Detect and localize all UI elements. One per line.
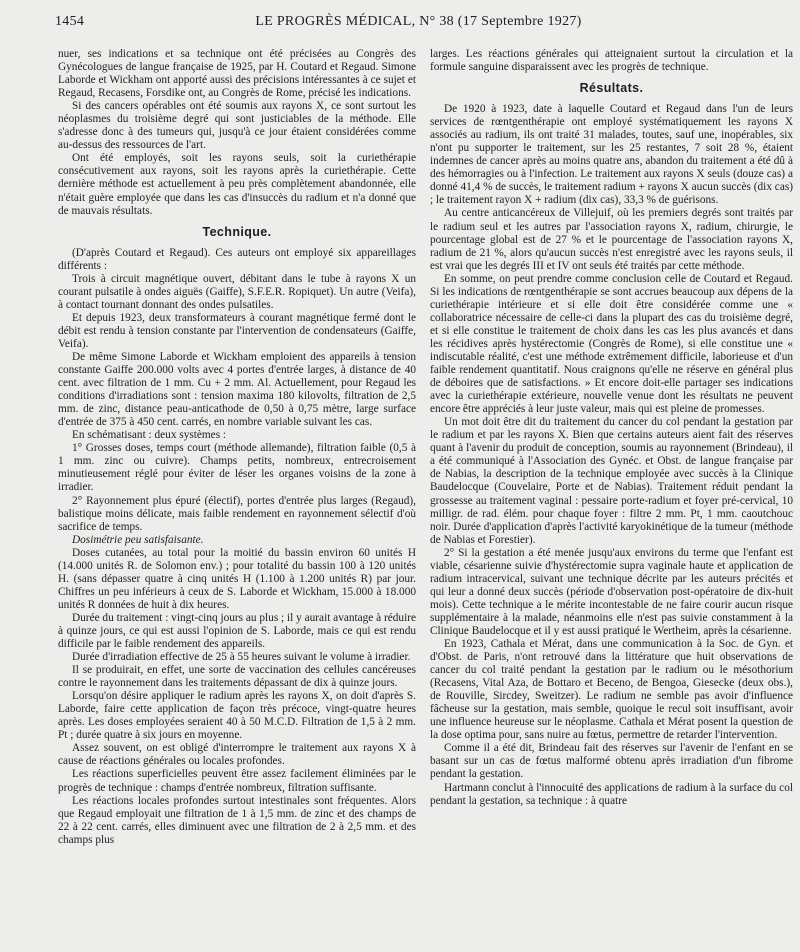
paragraph: Si des cancers opérables ont été soumis aux rayons X, ce sont surtout les néoplasmes du troisième degré qui sont justiciables de la méthode. Elle s'adresse donc à des tumeurs qui, jusqu'à ce jour étaient considérées comme au-dessus des ressources de l'art. (58, 100, 416, 152)
paragraph: Durée du traitement : vingt-cinq jours au plus ; il y aurait avantage à réduire à quinze jours, ce qui est aussi l'opinion de S. Laborde, mais ce qui est rendu difficile par le faible rendement des appareils. (58, 611, 416, 651)
paragraph: larges. Les réactions générales qui atteignaient surtout la circulation et la formule sanguine disparaissent avec les progrès de technique. (430, 48, 793, 74)
paragraph: 1° Grosses doses, temps court (méthode allemande), filtration faible (0,5 à 1 mm. zinc ou cuivre). Champs petits, nombreux, entrecroisement minutieusement réglé pour éviter de léser les organes voisins de la zone à irradier. (58, 442, 416, 494)
paragraph: Trois à circuit magnétique ouvert, débitant dans le tube à rayons X un courant pulsatile à ondes aiguës (Gaiffe), S.F.E.R. Ropiquet). Un autre (Veifa), à contact tournant donnant des ondes pulsatiles. (58, 272, 416, 311)
paragraph: Doses cutanées, au total pour la moitié du bassin environ 60 unités H (14.000 unités R. de Solomon env.) ; pour totalité du bassin 100 à 120 unités H. (sans dépasser quatre à cinq unités H (1.100 à 1.200 unités R) par jour. Chiffres un peu inférieurs à ceux de S. Laborde et Wickham, 15.000 à 18.000 unités R données de huit à dix heures. (58, 546, 416, 611)
paragraph: En 1923, Cathala et Mérat, dans une communication à la Soc. de Gyn. et d'Obst. de Paris, n'ont retrouvé dans la littérature que huit observations de cancer du col traité pendant la gestation par le radium ou le mésothorium (Recasens, Vital Aza, de Bottaro et Beceno, de Bengoa, Giesecke (deux obs.), de Rouville, Sircdey, Sweitzer). Le radium ne semble pas avoir d'influence fâcheuse sur la gestation, mais semble, quoique le recul soit insuffisant, avoir une influence heureuse sur le néoplasme. Cathala et Mérat posent la question de la dose optima pour, sans nuire au fœtus, permettre de retarder l'intervention. (430, 638, 793, 742)
paragraph: nuer, ses indications et sa technique ont été précisées au Congrès des Gynécologues de langue française de 1925, par H. Coutard et Regaud. Simone Laborde et Wickham ont apporté aussi des précisions intéressantes à ce sujet et Regaud, Recasens, Forsdike ont, au Congrès de Rome, précisé les indications. (58, 48, 416, 100)
paragraph: Il se produirait, en effet, une sorte de vaccination des cellules cancéreuses contre le rayonnement dans les traitements dépassant de dix à quinze jours. (58, 664, 416, 690)
paragraph: Hartmann conclut à l'innocuité des applications de radium à la surface du col pendant la gestation, sa technique : à quatre (430, 781, 793, 807)
paragraph: Assez souvent, on est obligé d'interrompre le traitement aux rayons X à cause de réactions générales ou locales profondes. (58, 742, 416, 768)
paragraph: De même Simone Laborde et Wickham emploient des appareils à tension constante Gaiffe 200.000 volts avec 4 portes d'entrée larges, à distance de 40 cent. avec filtration de 1 mm. Cu + 2 mm. Al. Actuellement, pour Regaud les conditions d'irradiations sont : tension maxima 180 kilovolts, filtration de 2,5 mm. de zinc, distance peau-anticathode de 0,50 à 0,75 mètre, large surface d'entrée de 375 à 450 cent. carrés, en nombre variable suivant les cas. (58, 350, 416, 429)
paragraph: (D'après Coutard et Regaud). Ces auteurs ont employé six appareillages différents : (58, 246, 416, 272)
section-heading-resultats: Résultats. (579, 81, 644, 96)
paragraph: Les réactions superficielles peuvent être assez facilement éliminées par le progrès de technique : champs d'entrée nombreux, filtration suffisante. (58, 768, 416, 794)
paragraph: Comme il a été dit, Brindeau fait des réserves sur l'avenir de l'enfant en se basant sur un cas de fœtus malformé obtenu après irradiation d'un fibrome pendant la gestation. (430, 742, 793, 781)
paragraph: Les réactions locales profondes surtout intestinales sont fréquentes. Alors que Regaud employait une filtration de 1 à 1,5 mm. de zinc et des champs de 22 à 22 cent. carrés, elles diminuent avec une filtration de 2 à 2,5 mm. et des champs plus (58, 794, 416, 846)
paragraph: En schématisant : deux systèmes : (72, 429, 227, 442)
paragraph: En somme, on peut prendre comme conclusion celle de Coutard et Regaud. Si les indications de rœntgenthérapie se sont accrues beaucoup aux dépens de la curiethérapie intérieure et si elle doit être considérée comme une « collaboratrice nécessaire de celle-ci dans la plupart des cas du troisième degré, et si elle constitue le traitement de choix dans les cas les plus avancés et dans les récidives après hystérectomie (Congrès de Rome), si elle constitue une « indiscutable réalité, c'est une méthode extrêmement difficile, laborieuse et d'un faible rendement quantitatif. Nous craignons qu'elle ne réserve en général plus de déboires que de satisfactions. » Et encore doit-elle partager ses indications avec la curiethérapie extérieure, nouvelle venue dont les résultats ne peuvent encore être appréciés à leur juste valeur, mais qui est pleine de promesses. (430, 272, 793, 416)
journal-title: LE PROGRÈS MÉDICAL, N° 38 (17 Septembre 1927) (255, 14, 582, 29)
section-heading-technique: Technique. (202, 224, 272, 239)
paragraph: 2° Rayonnement plus épuré (électif), portes d'entrée plus larges (Regaud), balistique moins délicate, mais faible rendement en rayonnement sélectif d'où sacrifice de temps. (58, 494, 416, 533)
right-column (430, 48, 793, 950)
paragraph: Dosimétrie peu satisfaisante. (72, 533, 204, 546)
page-number: 1454 (55, 14, 85, 29)
paragraph: Un mot doit être dit du traitement du cancer du col pendant la gestation par le radium et par les rayons X. Bien que certains auteurs aient fait des réserves quant à l'avenir du produit de conception, soumis au rayonnement (Brindeau), il a été communiqué à l'Association des Gynéc. et Obst. de langue française par de Nabias, la description de la technique employée avec succès à la Clinique Baudelocque (Couvelaire, Porte et de Nabias). Traitement réduit pendant la grossesse au traitement vaginal : pessaire porte-radium et foyer pré-cervical, 10 milligr. de rad. élém. pour chaque foyer : filtre 2 mm. Pt, 1 mm. caoutchouc noir. Durée d'application d'après l'activité karyokinétique de la tumeur (méthode de Nabias et Forestier). (430, 416, 793, 546)
paragraph: Au centre anticancéreux de Villejuif, où les premiers degrés sont traités par le radium seul et les autres par l'association rayons X, radium, chirurgie, le pourcentage global est de 27 % et le pourcentage de l'association rayons X, radium de 21 %, alors qu'aucun succès n'est enregistré avec les rayons seuls, il est vrai que les degrés III et IV ont seuls été traités par cette méthode. (430, 207, 793, 272)
paragraph: Et depuis 1923, deux transformateurs à courant magnétique fermé dont le débit est rendu à tension constante par l'intervention de condensateurs (Gaiffe, Veifa). (58, 311, 416, 350)
paragraph: Lorsqu'on désire appliquer le radium après les rayons X, on doit d'après S. Laborde, faire cette application de façon très précoce, vingt-quatre heures après. Les doses employées seraient 40 à 50 M.C.D. Filtration de 1,5 à 2 mm. Pt ; durée quatre à six jours en moyenne. (58, 690, 416, 742)
paragraph: De 1920 à 1923, date à laquelle Coutard et Regaud dans l'un de leurs services de rœntgenthérapie ont employé systématiquement les rayons X associés au radium, ils ont traité 31 malades, toutes, sauf une, inopérables, six n'ont pu supporter le traitement, sur les 25 restantes, 7 soit 28 %, étaient indemnes de cancer après au moins quatre ans, abandon du traitement a été dû à des hémorragies ou à l'infection. Le traitement aux rayons X seuls (douze cas) a donné 41,4 % de succès, le traitement radium + rayons X aucun succès (dix cas) ; le traitement rayon X + radium (dix cas), 33,3 % de guérisons. (430, 103, 793, 207)
running-header (55, 14, 782, 36)
paragraph: Durée d'irradiation effective de 25 à 55 heures suivant le volume à irradier. (72, 651, 411, 664)
paragraph: Ont été employés, soit les rayons seuls, soit la curiethérapie consécutivement aux rayons, soit les rayons après la curiethérapie. Cette dernière méthode est actuellement à peu près complètement abandonnée, elle n'était guère employée que dans les cas d'insuccès du radium et n'a donné que de mauvais résultats. (58, 152, 416, 217)
left-column (58, 48, 416, 950)
paragraph: 2° Si la gestation a été menée jusqu'aux environs du terme que l'enfant est viable, césarienne suivie d'hystérectomie supra vaginale haute et application de radium intracervical, suivant une technique décrite par les auteurs précités et qui leur a donné deux succès (période d'observation post-opératoire de dix-huit mois). Cette technique a le mérite incontestable de ne faire courir aucun risque supplémentaire à la malade, néanmoins elle n'est pas suivie constamment à la Clinique Baudelocque et il y est aussi pratiqué le Wertheim, après la césarienne. (430, 546, 793, 637)
